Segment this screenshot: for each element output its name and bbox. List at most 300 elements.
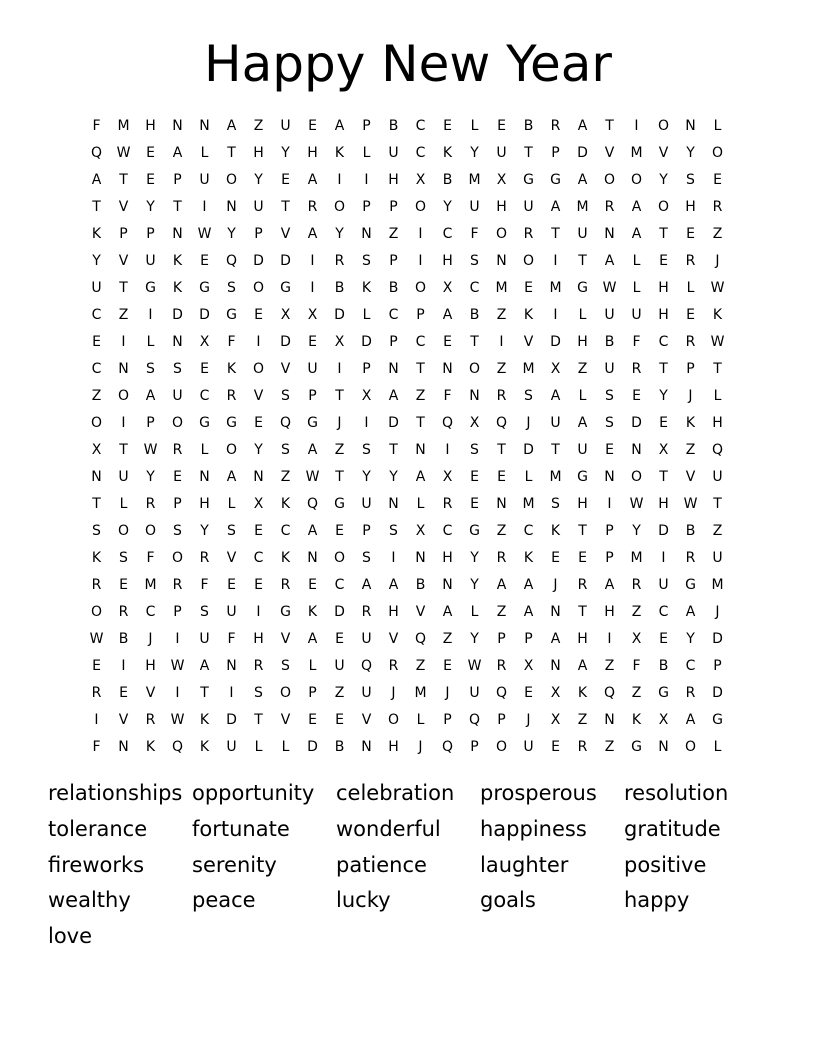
grid-letter: G <box>469 523 480 539</box>
grid-letter: Z <box>577 712 588 728</box>
grid-letter: F <box>632 334 641 350</box>
grid-letter: U <box>604 307 615 323</box>
grid-letter: U <box>550 415 561 431</box>
grid-letter: K <box>334 145 345 161</box>
word-list-item: resolution <box>624 781 729 805</box>
grid-letter: N <box>172 334 183 350</box>
grid-letter: C <box>685 658 696 674</box>
grid-letter: S <box>227 523 236 539</box>
grid-row <box>83 518 733 545</box>
grid-letter: H <box>577 334 588 350</box>
grid-letter: H <box>388 739 399 755</box>
grid-letter: Y <box>632 523 641 539</box>
grid-letter: N <box>118 361 129 377</box>
grid-letter: R <box>631 361 642 377</box>
word-list-item: patience <box>336 852 427 877</box>
grid-letter: O <box>90 604 103 620</box>
grid-letter: Q <box>225 253 238 269</box>
grid-letter: N <box>604 226 615 242</box>
grid-letter: F <box>470 226 479 242</box>
grid-letter: A <box>577 415 588 431</box>
word-list-item: relationships <box>48 781 183 805</box>
grid-letter: R <box>118 604 129 620</box>
grid-letter: T <box>335 469 344 485</box>
grid-letter: O <box>144 523 157 539</box>
grid-letter: A <box>226 118 237 134</box>
grid-letter: G <box>280 604 291 620</box>
grid-letter: M <box>144 577 157 593</box>
grid-letter: L <box>713 739 722 755</box>
grid-letter: U <box>496 145 507 161</box>
grid-letter: E <box>551 550 560 566</box>
grid-letter: V <box>118 712 129 728</box>
grid-letter: Z <box>415 388 426 404</box>
grid-letter: Z <box>334 685 345 701</box>
grid-row <box>83 302 733 329</box>
grid-letter: K <box>523 307 534 323</box>
word-list-item: fortunate <box>192 816 290 841</box>
grid-letter: C <box>415 145 426 161</box>
grid-letter: J <box>337 415 342 431</box>
grid-letter: A <box>307 523 318 539</box>
grid-letter: E <box>200 361 209 377</box>
grid-letter: X <box>280 307 291 323</box>
grid-letter: M <box>414 685 427 701</box>
grid-letter: O <box>711 145 724 161</box>
grid-row <box>83 437 733 464</box>
grid-letter: E <box>92 658 101 674</box>
grid-letter: G <box>199 280 210 296</box>
grid-letter: T <box>659 361 668 377</box>
grid-letter: I <box>634 118 639 134</box>
grid-letter: U <box>361 496 372 512</box>
grid-letter: F <box>227 631 236 647</box>
grid-letter: P <box>254 226 263 242</box>
grid-letter: C <box>658 334 669 350</box>
grid-letter: K <box>712 307 723 323</box>
grid-letter: E <box>632 388 641 404</box>
grid-letter: U <box>712 469 723 485</box>
grid-letter: Z <box>442 631 453 647</box>
grid-letter: R <box>172 442 183 458</box>
grid-letter: E <box>470 469 479 485</box>
grid-letter: L <box>308 658 317 674</box>
grid-letter: K <box>226 361 237 377</box>
grid-letter: P <box>173 172 182 188</box>
grid-letter: T <box>578 253 587 269</box>
grid-letter: O <box>630 172 643 188</box>
grid-row <box>83 329 733 356</box>
grid-letter: N <box>442 361 453 377</box>
word-list-item: fireworks <box>48 852 145 877</box>
grid-letter: Y <box>443 199 452 215</box>
grid-letter: R <box>253 658 264 674</box>
grid-letter: S <box>605 388 614 404</box>
grid-letter: D <box>226 712 237 728</box>
grid-letter: P <box>389 253 398 269</box>
grid-letter: C <box>415 334 426 350</box>
grid-letter: W <box>602 280 617 296</box>
grid-letter: S <box>227 280 236 296</box>
grid-letter: O <box>333 199 346 215</box>
grid-letter: I <box>202 199 207 215</box>
grid-letter: Y <box>335 226 344 242</box>
grid-letter: P <box>605 550 614 566</box>
grid-letter: P <box>308 685 317 701</box>
grid-letter: I <box>175 631 180 647</box>
grid-letter: D <box>550 334 561 350</box>
grid-letter: R <box>577 577 588 593</box>
grid-letter: W <box>467 658 482 674</box>
grid-letter: G <box>307 415 318 431</box>
grid-letter: N <box>172 226 183 242</box>
letter-grid <box>83 113 733 761</box>
grid-letter: R <box>604 199 615 215</box>
grid-letter: T <box>416 361 425 377</box>
grid-letter: E <box>524 280 533 296</box>
grid-row <box>83 248 733 275</box>
grid-letter: O <box>684 739 697 755</box>
grid-letter: V <box>226 550 237 566</box>
grid-letter: L <box>362 307 371 323</box>
grid-letter: B <box>685 523 696 539</box>
grid-letter: K <box>280 550 291 566</box>
grid-row <box>83 680 733 707</box>
grid-letter: I <box>337 361 342 377</box>
grid-letter: W <box>629 496 644 512</box>
grid-letter: K <box>145 739 156 755</box>
grid-letter: E <box>686 226 695 242</box>
grid-letter: P <box>362 523 371 539</box>
grid-letter: W <box>89 631 104 647</box>
grid-letter: H <box>145 658 156 674</box>
grid-letter: T <box>227 145 236 161</box>
grid-letter: O <box>279 685 292 701</box>
grid-letter: J <box>715 604 720 620</box>
grid-letter: F <box>200 577 209 593</box>
grid-letter: O <box>252 361 265 377</box>
word-list-item: happiness <box>480 816 587 841</box>
grid-letter: A <box>496 577 507 593</box>
grid-letter: Y <box>470 145 479 161</box>
grid-letter: L <box>713 118 722 134</box>
grid-letter: G <box>685 577 696 593</box>
grid-letter: C <box>523 523 534 539</box>
grid-letter: T <box>497 442 506 458</box>
grid-letter: R <box>334 253 345 269</box>
grid-letter: P <box>551 145 560 161</box>
grid-letter: N <box>388 361 399 377</box>
grid-letter: A <box>631 226 642 242</box>
grid-letter: E <box>335 712 344 728</box>
grid-letter: E <box>578 550 587 566</box>
grid-letter: N <box>226 199 237 215</box>
grid-letter: Q <box>495 685 508 701</box>
grid-letter: S <box>281 658 290 674</box>
grid-letter: P <box>173 604 182 620</box>
grid-letter: X <box>496 172 507 188</box>
grid-letter: M <box>576 199 589 215</box>
grid-letter: W <box>170 712 185 728</box>
grid-letter: L <box>578 388 587 404</box>
grid-letter: S <box>281 442 290 458</box>
grid-letter: I <box>553 253 558 269</box>
grid-letter: J <box>553 577 558 593</box>
grid-letter: E <box>659 415 668 431</box>
grid-letter: E <box>551 739 560 755</box>
grid-letter: G <box>226 307 237 323</box>
grid-letter: V <box>253 388 264 404</box>
grid-letter: V <box>280 712 291 728</box>
grid-letter: A <box>631 199 642 215</box>
grid-letter: I <box>121 415 126 431</box>
grid-letter: L <box>416 496 425 512</box>
grid-letter: U <box>307 361 318 377</box>
grid-letter: L <box>146 334 155 350</box>
grid-letter: B <box>415 577 426 593</box>
grid-letter: H <box>253 145 264 161</box>
grid-row <box>83 599 733 626</box>
grid-letter: M <box>522 361 535 377</box>
grid-row <box>83 167 733 194</box>
grid-letter: I <box>337 172 342 188</box>
grid-letter: V <box>280 361 291 377</box>
grid-letter: N <box>658 739 669 755</box>
grid-letter: A <box>307 226 318 242</box>
grid-letter: H <box>388 172 399 188</box>
grid-letter: H <box>658 496 669 512</box>
word-list-item: serenity <box>192 852 277 877</box>
grid-letter: U <box>226 604 237 620</box>
grid-letter: Z <box>712 226 723 242</box>
grid-letter: M <box>630 145 643 161</box>
grid-row <box>83 275 733 302</box>
grid-letter: C <box>145 604 156 620</box>
grid-letter: T <box>200 685 209 701</box>
grid-letter: T <box>713 361 722 377</box>
grid-letter: S <box>524 388 533 404</box>
grid-letter: N <box>631 442 642 458</box>
grid-letter: A <box>685 712 696 728</box>
grid-letter: D <box>712 631 723 647</box>
grid-letter: P <box>497 712 506 728</box>
grid-letter: W <box>305 469 320 485</box>
grid-letter: T <box>92 199 101 215</box>
grid-letter: B <box>442 172 453 188</box>
grid-letter: P <box>146 415 155 431</box>
grid-letter: K <box>172 253 183 269</box>
grid-letter: Q <box>711 442 724 458</box>
grid-letter: Y <box>470 631 479 647</box>
word-list <box>48 776 768 955</box>
grid-letter: W <box>683 496 698 512</box>
grid-letter: N <box>118 739 129 755</box>
grid-letter: I <box>94 712 99 728</box>
grid-letter: D <box>361 334 372 350</box>
grid-letter: Y <box>362 469 371 485</box>
grid-letter: P <box>605 523 614 539</box>
grid-letter: X <box>415 172 426 188</box>
grid-letter: T <box>119 172 128 188</box>
grid-letter: U <box>469 199 480 215</box>
grid-letter: E <box>524 685 533 701</box>
grid-letter: H <box>253 631 264 647</box>
grid-letter: D <box>172 307 183 323</box>
grid-letter: R <box>685 685 696 701</box>
grid-letter: M <box>495 280 508 296</box>
grid-letter: G <box>577 280 588 296</box>
grid-letter: D <box>658 523 669 539</box>
grid-letter: Q <box>306 496 319 512</box>
grid-letter: S <box>92 523 101 539</box>
grid-letter: D <box>199 307 210 323</box>
grid-letter: B <box>658 658 669 674</box>
grid-letter: P <box>308 388 317 404</box>
grid-letter: Q <box>279 415 292 431</box>
grid-letter: U <box>91 280 102 296</box>
grid-letter: J <box>445 685 450 701</box>
grid-letter: O <box>171 550 184 566</box>
grid-letter: L <box>254 739 263 755</box>
grid-letter: P <box>686 361 695 377</box>
grid-letter: H <box>712 415 723 431</box>
grid-letter: A <box>145 388 156 404</box>
grid-letter: H <box>307 145 318 161</box>
word-list-item: positive <box>624 852 707 877</box>
grid-letter: Z <box>253 118 264 134</box>
grid-letter: G <box>523 172 534 188</box>
grid-letter: E <box>146 172 155 188</box>
grid-letter: C <box>658 604 669 620</box>
grid-letter: R <box>631 577 642 593</box>
grid-letter: I <box>256 604 261 620</box>
grid-letter: S <box>200 604 209 620</box>
grid-letter: U <box>631 307 642 323</box>
grid-letter: I <box>148 307 153 323</box>
grid-letter: V <box>361 712 372 728</box>
grid-letter: T <box>389 442 398 458</box>
grid-row <box>83 410 733 437</box>
grid-letter: M <box>549 280 562 296</box>
grid-letter: K <box>577 685 588 701</box>
grid-letter: E <box>497 118 506 134</box>
grid-letter: E <box>308 712 317 728</box>
word-list-item: peace <box>192 888 256 913</box>
grid-letter: U <box>361 685 372 701</box>
grid-letter: E <box>659 631 668 647</box>
grid-letter: X <box>415 523 426 539</box>
grid-letter: R <box>550 118 561 134</box>
grid-letter: K <box>523 550 534 566</box>
grid-letter: M <box>549 469 562 485</box>
grid-letter: N <box>415 550 426 566</box>
grid-letter: S <box>470 253 479 269</box>
grid-letter: I <box>607 631 612 647</box>
grid-letter: A <box>307 442 318 458</box>
grid-letter: U <box>388 145 399 161</box>
grid-letter: N <box>496 253 507 269</box>
grid-letter: A <box>226 469 237 485</box>
grid-letter: A <box>361 577 372 593</box>
grid-letter: D <box>334 604 345 620</box>
grid-letter: L <box>632 253 641 269</box>
grid-letter: X <box>91 442 102 458</box>
grid-letter: H <box>577 496 588 512</box>
grid-letter: A <box>550 388 561 404</box>
grid-letter: Q <box>603 685 616 701</box>
grid-row <box>83 491 733 518</box>
grid-letter: T <box>659 469 668 485</box>
grid-letter: K <box>199 712 210 728</box>
grid-letter: A <box>307 631 318 647</box>
grid-letter: I <box>364 172 369 188</box>
grid-letter: R <box>199 550 210 566</box>
grid-letter: S <box>281 388 290 404</box>
grid-letter: N <box>226 658 237 674</box>
grid-letter: W <box>170 658 185 674</box>
grid-letter: I <box>418 253 423 269</box>
grid-letter: E <box>254 415 263 431</box>
grid-letter: P <box>362 199 371 215</box>
grid-letter: H <box>577 631 588 647</box>
grid-letter: G <box>334 496 345 512</box>
grid-letter: G <box>145 280 156 296</box>
grid-letter: E <box>443 658 452 674</box>
grid-letter: Y <box>254 442 263 458</box>
grid-letter: A <box>199 658 210 674</box>
grid-letter: V <box>658 145 669 161</box>
grid-letter: E <box>173 469 182 485</box>
grid-letter: T <box>173 199 182 215</box>
grid-letter: U <box>118 469 129 485</box>
grid-letter: J <box>148 631 153 647</box>
grid-letter: E <box>713 172 722 188</box>
grid-letter: V <box>388 631 399 647</box>
grid-letter: H <box>388 604 399 620</box>
grid-letter: V <box>145 685 156 701</box>
grid-letter: A <box>523 604 534 620</box>
grid-letter: X <box>307 307 318 323</box>
grid-letter: X <box>658 442 669 458</box>
grid-letter: L <box>200 442 209 458</box>
grid-letter: E <box>254 307 263 323</box>
grid-letter: P <box>713 658 722 674</box>
grid-letter: U <box>712 550 723 566</box>
grid-letter: N <box>442 577 453 593</box>
grid-letter: P <box>173 496 182 512</box>
grid-letter: D <box>334 307 345 323</box>
grid-letter: O <box>225 442 238 458</box>
grid-letter: O <box>657 199 670 215</box>
grid-letter: G <box>550 172 561 188</box>
grid-letter: L <box>632 280 641 296</box>
grid-letter: X <box>442 280 453 296</box>
grid-letter: Z <box>91 388 102 404</box>
grid-letter: X <box>631 631 642 647</box>
grid-letter: L <box>416 712 425 728</box>
grid-letter: F <box>227 334 236 350</box>
grid-letter: H <box>658 280 669 296</box>
grid-letter: B <box>523 118 534 134</box>
grid-letter: A <box>334 118 345 134</box>
grid-letter: S <box>173 523 182 539</box>
grid-letter: N <box>361 226 372 242</box>
grid-letter: E <box>443 334 452 350</box>
grid-letter: I <box>445 442 450 458</box>
grid-letter: I <box>121 658 126 674</box>
grid-letter: C <box>469 280 480 296</box>
grid-letter: N <box>604 469 615 485</box>
